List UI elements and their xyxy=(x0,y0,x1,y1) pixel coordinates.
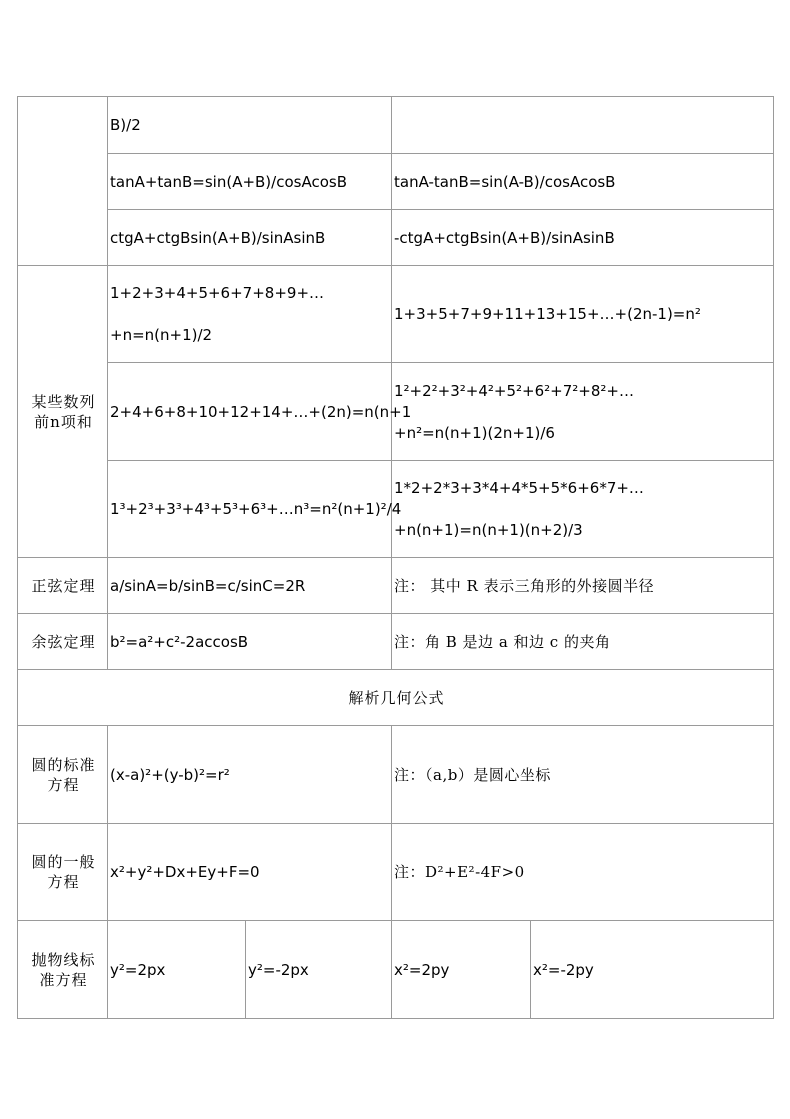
formula-cell: B)/2 xyxy=(108,97,392,154)
formula-cell: tanA+tanB=sin(A+B)/cosAcosB xyxy=(108,154,392,210)
table-row xyxy=(18,461,774,558)
label-line: 圆的一般 xyxy=(31,853,96,871)
cosine-law-label: 余弦定理 xyxy=(18,614,108,670)
formula-cell: x²=2py xyxy=(392,921,531,1019)
label-line: 准方程 xyxy=(39,970,88,989)
section-title: 解析几何公式 xyxy=(18,670,774,726)
table-row xyxy=(18,154,774,210)
formula-line: 1*2+2*3+3*4+4*5+5*6+6*7+… xyxy=(394,479,644,497)
formula-cell: tanA-tanB=sin(A-B)/cosAcosB xyxy=(392,154,774,210)
sine-law-label: 正弦定理 xyxy=(18,558,108,614)
table-row xyxy=(18,558,774,614)
label-line: 方程 xyxy=(47,775,80,794)
formula-line: +n²=n(n+1)(2n+1)/6 xyxy=(394,423,555,442)
formula-cell: y²=-2px xyxy=(246,921,392,1019)
formula-cell xyxy=(108,266,392,363)
table-row xyxy=(18,614,774,670)
series-sum-label xyxy=(18,266,108,558)
formula-line: 1²+2²+3²+4²+5²+6²+7²+8²+… xyxy=(394,381,634,400)
label-line: 前n项和 xyxy=(34,412,93,431)
formula-cell: b²=a²+c²-2accosB xyxy=(108,614,392,670)
formula-cell xyxy=(392,97,774,154)
note-cell: 注：（a,b）是圆心坐标 xyxy=(392,726,774,824)
formula-cell: ctgA+ctgBsin(A+B)/sinAsinB xyxy=(108,210,392,266)
circle-general-label xyxy=(18,824,108,921)
formula-line: +n=n(n+1)/2 xyxy=(110,326,213,344)
formula-cell: x²+y²+Dx+Ey+F=0 xyxy=(108,824,392,921)
note-cell: 注：D²+E²-4F>0 xyxy=(392,824,774,921)
formula-cell: -ctgA+ctgBsin(A+B)/sinAsinB xyxy=(392,210,774,266)
formula-cell: x²=-2py xyxy=(531,921,774,1019)
table-row xyxy=(18,921,774,1019)
formula-cell: y²=2px xyxy=(108,921,246,1019)
formula-cell: (x-a)²+(y-b)²=r² xyxy=(108,726,392,824)
table-row xyxy=(18,210,774,266)
formula-cell: 2+4+6+8+10+12+14+…+(2n)=n(n+1 xyxy=(108,363,392,461)
table-row xyxy=(18,363,774,461)
label-line: 抛物线标 xyxy=(31,950,96,969)
table-row xyxy=(18,97,774,154)
formula-cell: 1³+2³+3³+4³+5³+6³+…n³=n²(n+1)²/4 xyxy=(108,461,392,558)
formula-cell xyxy=(392,461,774,558)
empty-label-cell xyxy=(18,97,108,266)
formula-line: +n(n+1)=n(n+1)(n+2)/3 xyxy=(394,521,583,539)
table-row xyxy=(18,824,774,921)
formula-cell xyxy=(392,363,774,461)
label-line: 圆的标准 xyxy=(31,755,96,774)
table-row xyxy=(18,266,774,363)
label-line: 某些数列 xyxy=(31,392,96,411)
formula-line: 1+2+3+4+5+6+7+8+9+… xyxy=(110,284,325,302)
table-row xyxy=(18,726,774,824)
note-cell: 注：角 B 是边 a 和边 c 的夹角 xyxy=(392,614,774,670)
formula-cell: a/sinA=b/sinB=c/sinC=2R xyxy=(108,558,392,614)
formula-cell: 1+3+5+7+9+11+13+15+…+(2n-1)=n² xyxy=(392,266,774,363)
table-row xyxy=(18,670,774,726)
parabola-label xyxy=(18,921,108,1019)
formula-table xyxy=(17,96,774,1019)
note-cell: 注： 其中 R 表示三角形的外接圆半径 xyxy=(392,558,774,614)
circle-standard-label xyxy=(18,726,108,824)
label-line: 方程 xyxy=(47,873,80,891)
